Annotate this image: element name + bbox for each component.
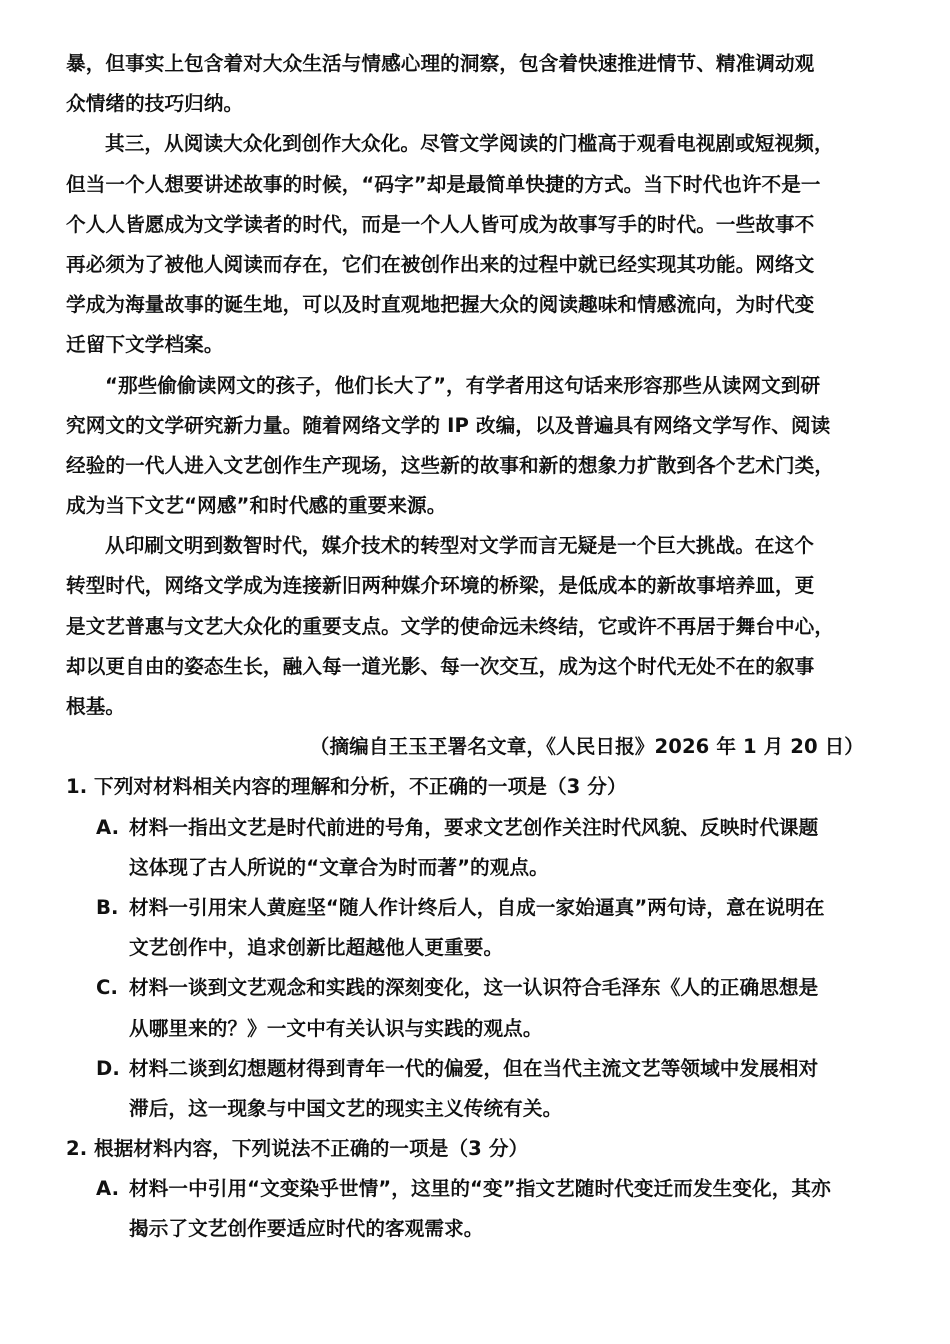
question-text: 根据材料内容，下列说法不正确的一项是（3 分） bbox=[94, 1137, 529, 1161]
paragraph-conclusion bbox=[66, 526, 878, 727]
option-text: 材料一指出文艺是时代前进的号角，要求文艺创作关注时代风貌、反映时代课题 bbox=[129, 815, 819, 839]
text-line: 却以更自由的姿态生长，融入每一道光影、每一次交互，成为这个时代无处不在的叙事 bbox=[66, 654, 815, 678]
option-a bbox=[66, 1169, 878, 1249]
text-line: 学成为海量故事的诞生地，可以及时直观地把握大众的阅读趣味和情感流向，为时代变 bbox=[66, 293, 815, 317]
option-label: D. bbox=[96, 1056, 120, 1080]
option-line bbox=[66, 1049, 878, 1089]
option-line bbox=[66, 1169, 878, 1209]
text-line: 但当一个人想要讲述故事的时候，“码字”却是最简单快捷的方式。当下时代也许不是一 bbox=[66, 172, 821, 196]
option-label: A. bbox=[96, 815, 120, 839]
option-text: 揭示了文艺创作要适应时代的客观需求。 bbox=[129, 1217, 484, 1241]
text-line: 其三，从阅读大众化到创作大众化。尽管文学阅读的门槛高于观看电视剧或短视频， bbox=[105, 132, 834, 156]
option-text: 滞后，这一现象与中国文艺的现实主义传统有关。 bbox=[129, 1096, 563, 1120]
text-line: 究网文的文学研究新力量。随着网络文学的 IP 改编，以及普遍具有网络文学写作、阅读 bbox=[66, 413, 831, 437]
option-b bbox=[66, 888, 878, 968]
paragraph-continuation bbox=[66, 44, 878, 124]
question-2 bbox=[66, 1129, 878, 1250]
option-line bbox=[66, 968, 878, 1008]
text-line: 成为当下文艺“网感”和时代感的重要来源。 bbox=[66, 494, 447, 518]
text-line: 从印刷文明到数智时代，媒介技术的转型对文学而言无疑是一个巨大挑战。在这个 bbox=[105, 534, 814, 558]
text-line: 经验的一代人进入文艺创作生产现场，这些新的故事和新的想象力扩散到各个艺术门类， bbox=[66, 453, 835, 477]
text-line: 是文艺普惠与文艺大众化的重要支点。文学的使命远未终结，它或许不再居于舞台中心， bbox=[66, 614, 835, 638]
option-line bbox=[66, 808, 878, 848]
option-line bbox=[66, 888, 878, 928]
document-page bbox=[66, 44, 878, 1250]
text-line: 个人人皆愿成为文学读者的时代，而是一个人人皆可成为故事写手的时代。一些故事不 bbox=[66, 212, 815, 236]
option-text: 材料一中引用“文变染乎世情”，这里的“变”指文艺随时代变迁而发生变化，其亦 bbox=[129, 1177, 831, 1201]
text-line: “那些偷偷读网文的孩子，他们长大了”，有学者用这句话来形容那些从读网文到研 bbox=[105, 373, 821, 397]
option-text: 材料二谈到幻想题材得到青年一代的偏爱，但在当代主流文艺等领域中发展相对 bbox=[129, 1056, 819, 1080]
paragraph-third-point bbox=[66, 124, 878, 365]
option-text: 材料一引用宋人黄庭坚“随人作计终后人，自成一家始逼真”两句诗，意在说明在 bbox=[129, 895, 825, 919]
option-text: 从哪里来的？》一文中有关认识与实践的观点。 bbox=[129, 1016, 543, 1040]
option-label: A. bbox=[96, 1177, 120, 1201]
text-line: 转型时代，网络文学成为连接新旧两种媒介环境的桥梁，是低成本的新故事培养皿，更 bbox=[66, 574, 815, 598]
question-stem bbox=[66, 767, 878, 807]
text-line: 众情绪的技巧归纳。 bbox=[66, 92, 244, 116]
question-number: 2. bbox=[66, 1137, 88, 1161]
text-line: 暴，但事实上包含着对大众生活与情感心理的洞察，包含着快速推进情节、精准调动观 bbox=[66, 52, 815, 75]
option-c bbox=[66, 968, 878, 1048]
option-d bbox=[66, 1049, 878, 1129]
question-1 bbox=[66, 767, 878, 1129]
option-label: C. bbox=[96, 976, 119, 1000]
question-text: 下列对材料相关内容的理解和分析，不正确的一项是（3 分） bbox=[94, 775, 627, 799]
option-text: 材料一谈到文艺观念和实践的深刻变化，这一认识符合毛泽东《人的正确思想是 bbox=[129, 976, 819, 1000]
option-label: B. bbox=[96, 895, 119, 919]
text-line: 再必须为了被他人阅读而存在，它们在被创作出来的过程中就已经实现其功能。网络文 bbox=[66, 252, 815, 276]
option-text: 文艺创作中，追求创新比超越他人更重要。 bbox=[129, 936, 504, 960]
source-citation: （摘编自王玉玊署名文章，《人民日报》2026 年 1 月 20 日） bbox=[309, 735, 864, 759]
text-line: 根基。 bbox=[66, 695, 126, 718]
text-line: 迁留下文学档案。 bbox=[66, 333, 224, 357]
question-number: 1. bbox=[66, 775, 88, 799]
question-stem bbox=[66, 1129, 878, 1169]
option-text: 这体现了古人所说的“文章合为时而著”的观点。 bbox=[129, 855, 549, 879]
option-a bbox=[66, 808, 878, 888]
paragraph-online-readers bbox=[66, 366, 878, 527]
